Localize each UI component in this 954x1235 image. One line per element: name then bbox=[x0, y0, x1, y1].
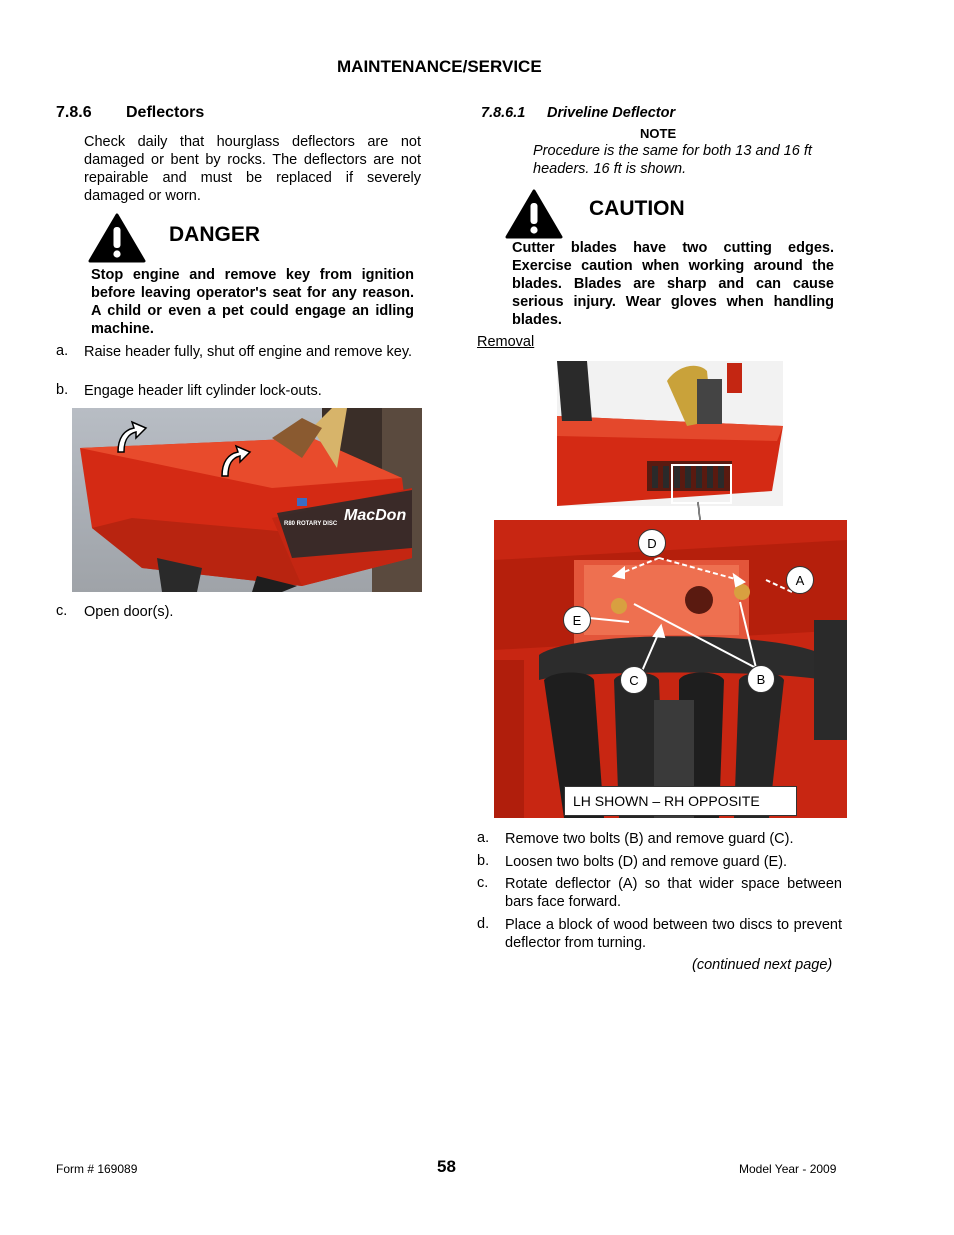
caution-text: Cutter blades have two cutting edges. Exercise caution when working around the blades. Blades are sharp and can cause serious injury. Wear gloves when handling blades. bbox=[512, 240, 834, 328]
removal-subheading: Removal bbox=[477, 334, 535, 350]
note-text: Procedure is the same for both 13 and 16 ft headers. 16 ft is shown. bbox=[533, 143, 812, 177]
photo-model-label: R80 ROTARY DISC bbox=[284, 521, 338, 527]
section-number: 7.8.6 bbox=[56, 104, 92, 121]
step-letter: c. bbox=[477, 875, 489, 891]
step-letter: b. bbox=[56, 382, 69, 398]
photo-brand-logo: MacDon bbox=[344, 507, 407, 524]
lift-arrow-icon bbox=[110, 416, 150, 456]
step-letter: c. bbox=[56, 603, 68, 619]
danger-text: Stop engine and remove key from ignition before leaving operator's seat for any reason. A child or even a pet could engage an idling machine. bbox=[91, 267, 414, 337]
driveline-overview-illustration bbox=[557, 361, 783, 523]
callout-a: A bbox=[786, 566, 814, 594]
step-letter: a. bbox=[56, 343, 69, 359]
callout-e: E bbox=[563, 606, 591, 634]
step-letter: b. bbox=[477, 853, 490, 869]
caution-title: CAUTION bbox=[589, 197, 685, 220]
danger-title: DANGER bbox=[169, 223, 261, 246]
callout-b: B bbox=[747, 665, 775, 693]
step-text: Rotate deflector (A) so that wider space between bars face forward. bbox=[505, 876, 842, 910]
callout-c: C bbox=[620, 666, 648, 694]
step-text: Loosen two bolts (D) and remove guard (E). bbox=[505, 854, 788, 870]
step-letter: a. bbox=[477, 830, 490, 846]
subsection-title: Driveline Deflector bbox=[547, 105, 676, 121]
step-text: Engage header lift cylinder lock-outs. bbox=[84, 383, 322, 399]
callout-d: D bbox=[638, 529, 666, 557]
page-header: MAINTENANCE/SERVICE bbox=[337, 57, 542, 76]
step-text: Open door(s). bbox=[84, 604, 174, 620]
warning-triangle-icon bbox=[505, 189, 563, 239]
step-letter: d. bbox=[477, 916, 490, 932]
step-text: Raise header fully, shut off engine and remove key. bbox=[84, 344, 413, 360]
note-label: NOTE bbox=[640, 126, 677, 141]
intro-paragraph: Check daily that hourglass deflectors are not damaged or bent by rocks. The deflectors are not repairable and must be replaced if severely damaged or worn. bbox=[84, 134, 421, 204]
section-title: Deflectors bbox=[126, 104, 205, 121]
lift-arrow-icon bbox=[214, 440, 254, 480]
continued-note: (continued next page) bbox=[692, 957, 833, 973]
step-text: Place a block of wood between two discs to prevent deflector from turning. bbox=[505, 917, 842, 951]
footer-model-year: Model Year - 2009 bbox=[739, 1162, 837, 1176]
warning-triangle-icon bbox=[88, 213, 146, 263]
figure-caption: LH SHOWN – RH OPPOSITE bbox=[564, 786, 797, 816]
footer-form-number: Form # 169089 bbox=[56, 1162, 138, 1176]
page-number: 58 bbox=[437, 1157, 456, 1176]
header-photo bbox=[72, 408, 422, 592]
deflector-photo bbox=[494, 520, 847, 818]
inset-photo bbox=[557, 361, 783, 523]
subsection-number: 7.8.6.1 bbox=[481, 105, 526, 121]
leader-lines bbox=[494, 520, 847, 818]
step-text: Remove two bolts (B) and remove guard (C). bbox=[505, 831, 794, 847]
